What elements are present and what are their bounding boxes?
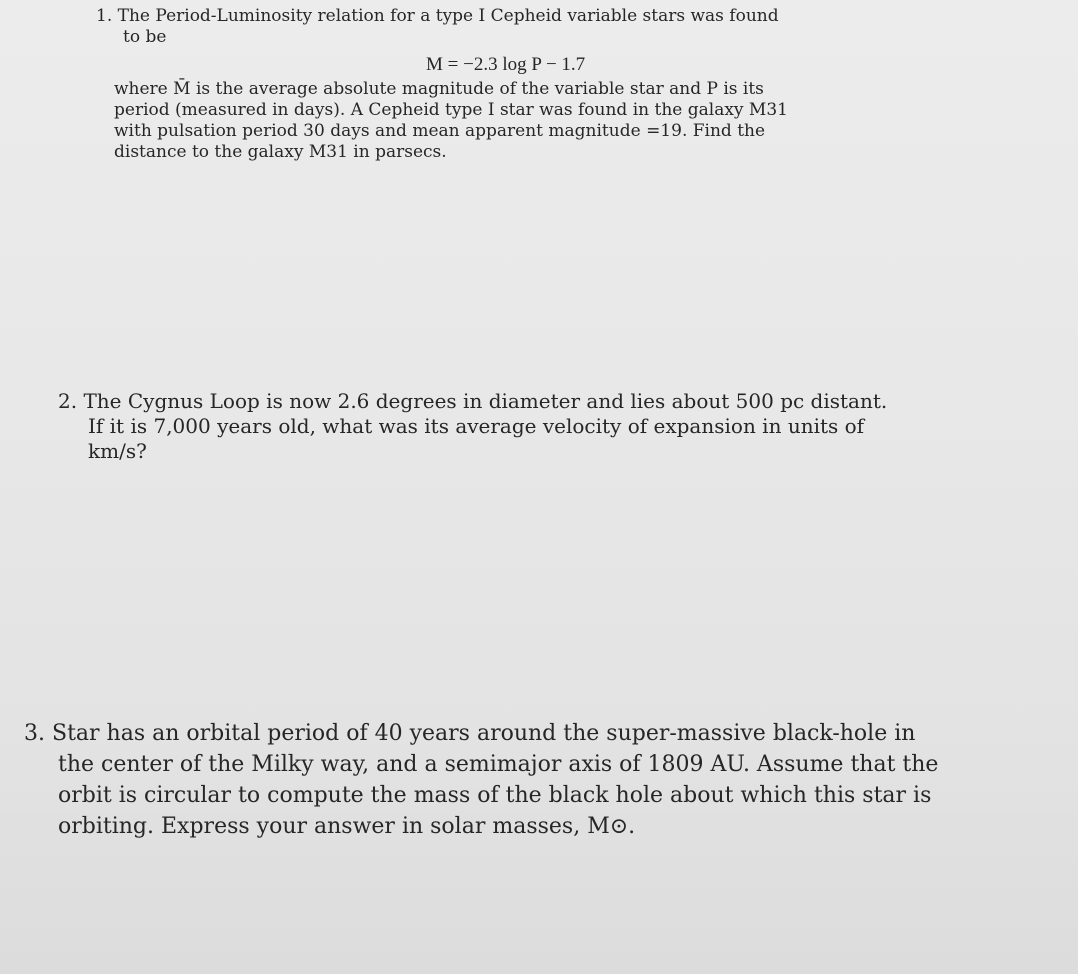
problem-1-body-line-4: distance to the galaxy M31 in parsecs. [114, 142, 447, 162]
problem-3 [24, 718, 1064, 842]
problem-1-line-1 [96, 6, 956, 27]
problem-2 [58, 389, 1008, 464]
problem-2-number: 2. [58, 389, 78, 413]
problem-1-body-line-1: where M̄ is the average absolute magnitude of the variable star and P is its [114, 79, 764, 99]
problem-3-text-line-1: Star has an orbital period of 40 years around the super-massive black-hole in [52, 721, 916, 746]
problem-3-text-line-4: orbiting. Express your answer in solar masses, M⊙. [58, 814, 636, 839]
problem-2-line-1 [58, 389, 1008, 414]
problem-2-text-line-2: If it is 7,000 years old, what was its average velocity of expansion in units of [88, 414, 865, 438]
problem-3-text-line-3: orbit is circular to compute the mass of the black hole about which this star is [58, 783, 932, 808]
problem-1-body-line-2: period (measured in days). A Cepheid type I star was found in the galaxy M31 [114, 100, 788, 120]
problem-1 [96, 6, 956, 163]
problem-1-body-line-3: with pulsation period 30 days and mean apparent magnitude =19. Find the [114, 121, 766, 141]
problem-1-body [114, 79, 956, 163]
problem-2-text-line-1: The Cygnus Loop is now 2.6 degrees in diameter and lies about 500 pc distant. [83, 389, 888, 413]
problem-3-text-line-2: the center of the Milky way, and a semimajor axis of 1809 AU. Assume that the [58, 752, 939, 777]
problem-1-number: 1. [96, 6, 113, 26]
problem-1-text-line-2: to be [123, 27, 167, 47]
problem-2-text-line-3: km/s? [88, 439, 147, 463]
problem-1-text-line-1: The Period-Luminosity relation for a type I Cepheid variable stars was found [117, 6, 779, 26]
period-luminosity-equation: M = −2.3 log P − 1.7 [426, 54, 586, 75]
problem-3-line-1 [24, 718, 1064, 749]
problem-3-number: 3. [24, 721, 45, 746]
